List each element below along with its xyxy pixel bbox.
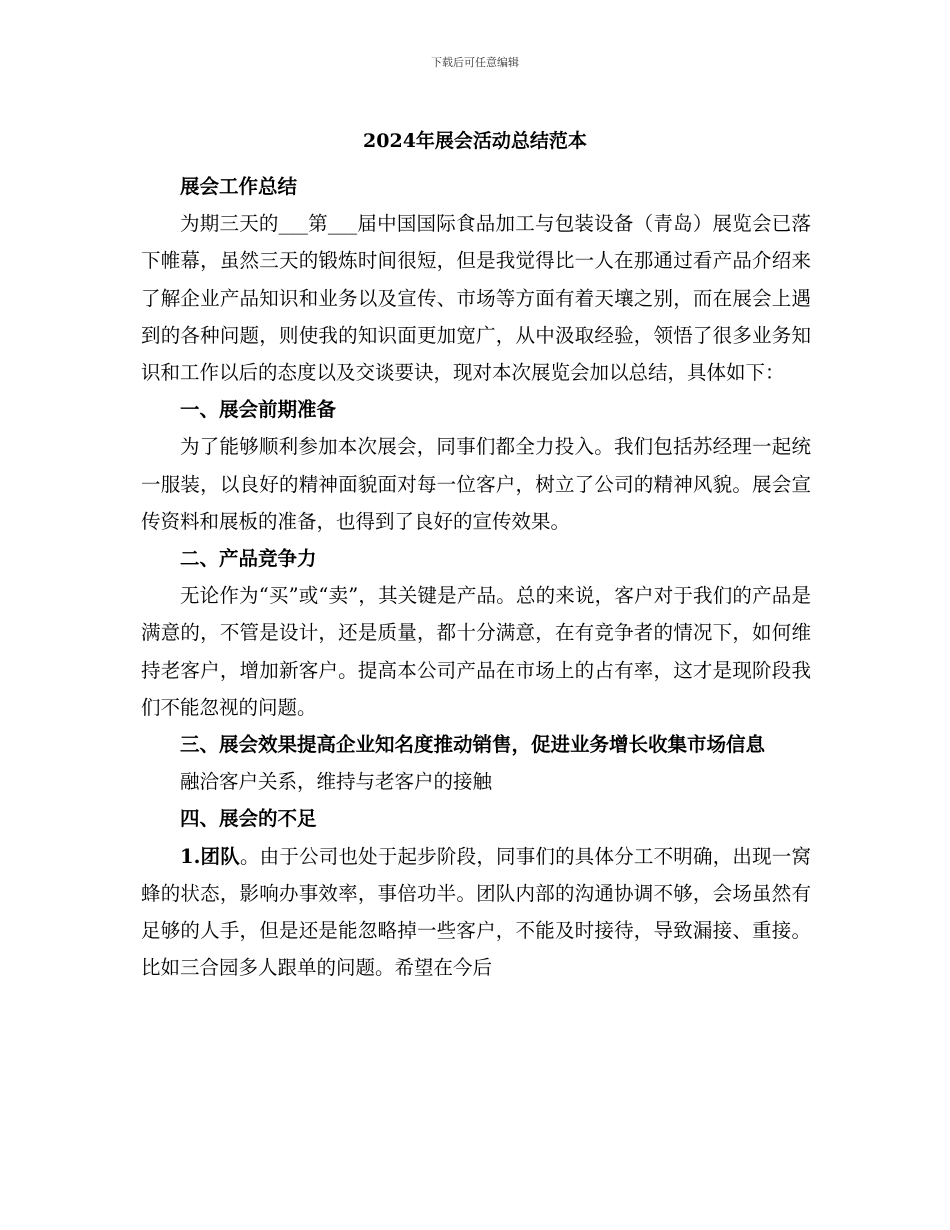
- header-note: 下载后可任意编辑: [431, 56, 519, 69]
- document-title: 2024年展会活动总结范本: [363, 130, 587, 152]
- preparation-paragraph: 为了能够顺利参加本次展会，同事们都全力投入。我们包括苏经理一起统一服装，以良好的精神面貌面对每一位客户，树立了公司的精神风貌。展会宣传资料和展板的准备，也得到了良好的宣传效果。: [141, 435, 811, 533]
- section-heading-preparation: 一、展会前期准备: [180, 398, 337, 422]
- section-heading-shortcomings: 四、展会的不足: [180, 807, 317, 831]
- intro-paragraph: 为期三天的___第___届中国国际食品加工与包装设备（青岛）展览会已落下帷幕，虽然三天的锻炼时间很短，但是我觉得比一人在那通过看产品介绍来了解企业产品知识和业务以及宣传、市场等方面有着天壤之别，而在展会上遇到的各种问题，则使我的知识面更加宽广，从中汲取经验，领悟了很多业务知识和工作以后的态度以及交谈要诀，现对本次展览会加以总结，具体如下：: [141, 212, 811, 385]
- competitiveness-paragraph: 无论作为“买”或“卖”，其关键是产品。总的来说，客户对于我们的产品是满意的，不管是设计，还是质量，都十分满意，在有竞争者的情况下，如何维持老客户，增加新客户。提高本公司产品在市场上的占有率，这才是现阶段我们不能忽视的问题。: [141, 584, 811, 719]
- document-body: [141, 168, 811, 986]
- section-heading-summary: 展会工作总结: [180, 175, 298, 198]
- section-heading-effects: 三、展会效果提高企业知名度推动销售，促进业务增长收集市场信息: [180, 733, 766, 757]
- effects-paragraph: 融洽客户关系，维持与老客户的接触: [180, 770, 493, 794]
- team-paragraph: [141, 838, 811, 987]
- team-text: 。由于公司也处于起步阶段，同事们的具体分工不明确，出现一窝蜂的状态，影响办事效率，事倍功半。团队内部的沟通协调不够，会场虽然有足够的人手，但是还是能忽略掉一些客户，不能及时接待，导致漏接、重接。比如三合园多人跟单的问题。希望在今后: [141, 844, 811, 980]
- section-heading-competitiveness: 二、产品竞争力: [180, 547, 317, 571]
- team-label: 1.团队: [180, 844, 240, 868]
